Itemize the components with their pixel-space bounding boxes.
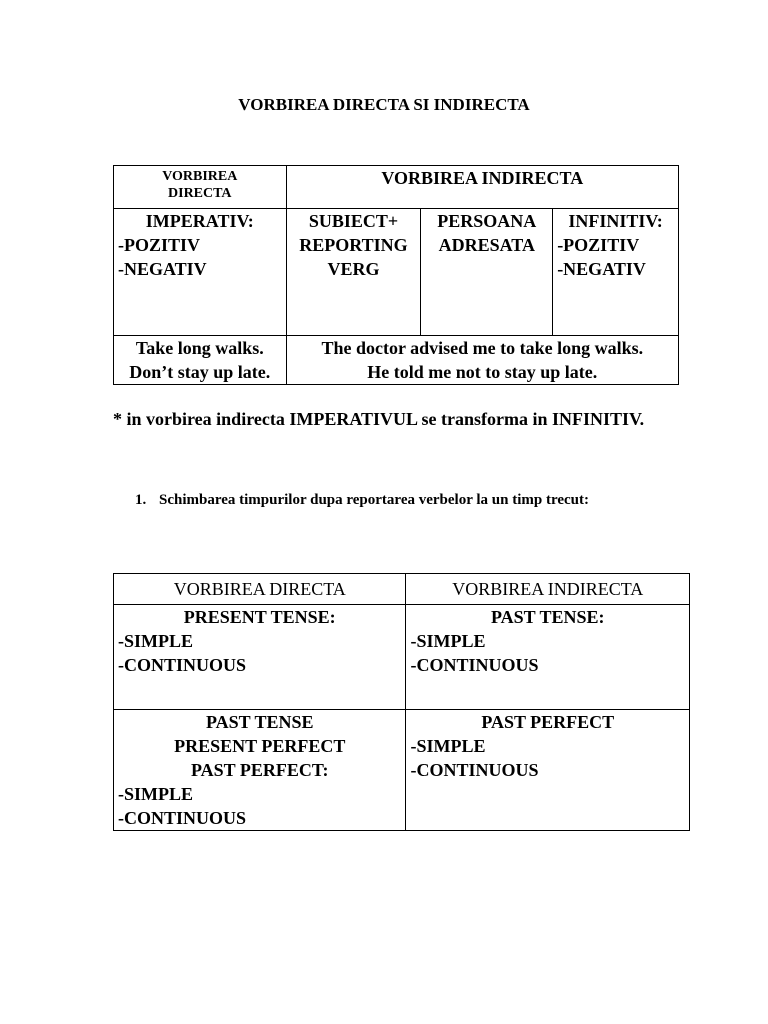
example-indirect-line: The doctor advised me to take long walks. bbox=[321, 338, 644, 358]
example-direct-line: Take long walks. bbox=[135, 338, 264, 358]
persoana-cell bbox=[421, 209, 553, 336]
header-direct bbox=[114, 166, 287, 209]
list-text: Schimbarea timpurilor dupa reportarea verbelor la un timp trecut: bbox=[159, 492, 589, 508]
tense-title: PAST PERFECT bbox=[481, 712, 615, 732]
imperative-table bbox=[113, 165, 679, 385]
imperativ-item: -POZITIV bbox=[118, 235, 201, 255]
tense-title: PAST TENSE: bbox=[490, 607, 605, 627]
infinitiv-item: -POZITIV bbox=[557, 235, 640, 255]
past-perfect-cell bbox=[406, 710, 690, 831]
infinitiv-item: -NEGATIV bbox=[557, 259, 646, 279]
imperativ-item: -NEGATIV bbox=[118, 259, 207, 279]
past-tense-cell bbox=[406, 605, 690, 710]
tense-item: -CONTINUOUS bbox=[118, 655, 247, 675]
tense-table bbox=[113, 573, 690, 831]
tense-title: PRESENT PERFECT bbox=[174, 736, 346, 756]
header-direct: VORBIREA DIRECTA bbox=[114, 574, 406, 605]
infinitiv-title: INFINITIV: bbox=[568, 211, 663, 231]
page-title: VORBIREA DIRECTA SI INDIRECTA bbox=[238, 95, 530, 114]
header-direct-line: DIRECTA bbox=[168, 186, 232, 201]
imperativ-cell bbox=[114, 209, 287, 336]
example-indirect-cell bbox=[286, 336, 678, 385]
infinitiv-cell bbox=[553, 209, 679, 336]
tense-title: PAST TENSE bbox=[205, 712, 314, 732]
subiect-cell bbox=[286, 209, 421, 336]
tense-title: PRESENT TENSE: bbox=[183, 607, 336, 627]
tense-title: PAST PERFECT: bbox=[190, 760, 329, 780]
tense-item: -SIMPLE bbox=[410, 736, 486, 756]
tense-item: -CONTINUOUS bbox=[118, 808, 247, 828]
persoana-line: PERSOANA bbox=[437, 211, 537, 231]
present-tense-cell bbox=[114, 605, 406, 710]
tense-item: -CONTINUOUS bbox=[410, 655, 539, 675]
header-indirect: VORBIREA INDIRECTA bbox=[286, 166, 678, 209]
example-direct-cell bbox=[114, 336, 287, 385]
list-number: 1. bbox=[135, 492, 147, 508]
note-text: * in vorbirea indirecta IMPERATIVUL se transforma in INFINITIV. bbox=[113, 409, 645, 429]
subiect-line: VERG bbox=[327, 259, 380, 279]
example-direct-line: Don’t stay up late. bbox=[129, 362, 271, 382]
header-direct-line: VORBIREA bbox=[162, 169, 238, 184]
example-indirect-line: He told me not to stay up late. bbox=[367, 362, 598, 382]
imperativ-title: IMPERATIV: bbox=[145, 211, 254, 231]
subiect-line: SUBIECT+ bbox=[308, 211, 399, 231]
past-tense-group-cell bbox=[114, 710, 406, 831]
tense-item: -SIMPLE bbox=[118, 784, 194, 804]
header-indirect: VORBIREA INDIRECTA bbox=[406, 574, 690, 605]
persoana-line: ADRESATA bbox=[438, 235, 535, 255]
tense-item: -SIMPLE bbox=[118, 631, 194, 651]
subiect-line: REPORTING bbox=[299, 235, 408, 255]
tense-item: -CONTINUOUS bbox=[410, 760, 539, 780]
tense-item: -SIMPLE bbox=[410, 631, 486, 651]
